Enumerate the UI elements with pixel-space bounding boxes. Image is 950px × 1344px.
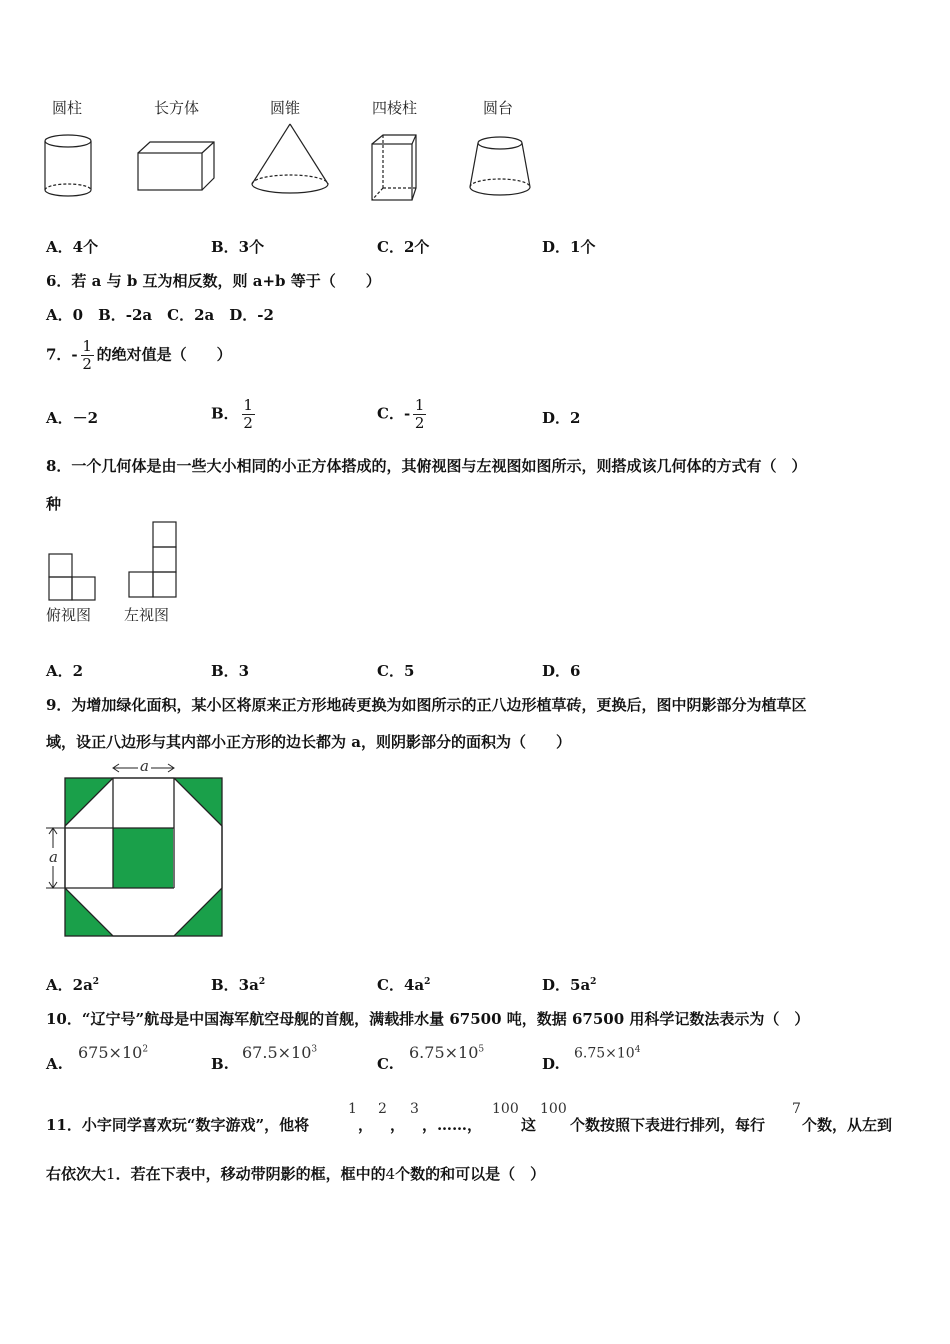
q10-option-a-value: $675\times 10^2$ bbox=[78, 1043, 149, 1062]
q5-option-a: A．4个 bbox=[46, 238, 99, 256]
q5-option-b: B．3个 bbox=[211, 238, 265, 256]
shape-label-cone: 圆锥 bbox=[270, 99, 301, 117]
q6-options: A．0 B．-2a C．2a D．-2 bbox=[46, 306, 274, 324]
q9-option-b: B．$3a^2$ bbox=[211, 976, 266, 994]
q11-sep-1: ， bbox=[358, 1116, 374, 1134]
q6-stem: 6．若 a 与 b 互为相反数，则 a+b 等于（ ） bbox=[46, 272, 381, 290]
q8-option-b: B．3 bbox=[211, 662, 250, 680]
q11-num-2: 2 bbox=[378, 1101, 387, 1117]
q8-top-view-label: 俯视图 bbox=[46, 606, 92, 624]
q8-option-c: C．5 bbox=[377, 662, 415, 680]
q10-option-a-label: A. bbox=[46, 1055, 63, 1073]
q5-option-c: C．2个 bbox=[377, 238, 430, 256]
q7-option-d: D．2 bbox=[542, 409, 581, 427]
q10-option-c-label: C. bbox=[377, 1055, 394, 1073]
q7-option-b-fraction: $\frac{1}{2}$ bbox=[243, 396, 253, 432]
q9-option-c: C．$4a^2$ bbox=[377, 976, 431, 994]
q8-stem-line2: 种 bbox=[46, 495, 62, 513]
q11-text-3: 个数按照下表进行排列，每行 bbox=[570, 1116, 766, 1134]
q5-option-d: D．1个 bbox=[542, 238, 596, 256]
q11-num-100b: 100 bbox=[540, 1101, 567, 1117]
shape-label-frustum: 圆台 bbox=[483, 99, 514, 117]
shape-label-cylinder: 圆柱 bbox=[52, 99, 83, 117]
center-square bbox=[113, 828, 173, 888]
q11-text-1: 11．小宇同学喜欢玩“数字游戏”，他将 bbox=[46, 1116, 310, 1134]
q11-text-2: 这 bbox=[521, 1116, 537, 1134]
q11-sep-3: ，……， bbox=[422, 1116, 483, 1134]
q8-option-a: A．2 bbox=[46, 662, 84, 680]
q11-sep-2: ， bbox=[390, 1116, 406, 1134]
q10-option-d-label: D. bbox=[542, 1055, 560, 1073]
q9-stem-line2: 域，设正八边形与其内部小正方形的边长都为 a，则阴影部分的面积为（ ） bbox=[46, 733, 571, 751]
q11-num-1: 1 bbox=[348, 1101, 357, 1117]
q7-option-b: B． $\frac{1}{2}$ bbox=[211, 396, 253, 432]
q8-stem-line1: 8．一个几何体是由一些大小相同的小正方体搭成的，其俯视图与左视图如图所示，则搭成该几何体的方式有（ ） bbox=[46, 457, 807, 475]
q10-option-d-value: $6.75\times 10^4$ bbox=[574, 1045, 641, 1062]
q10-option-c-value: $6.75\times 10^5$ bbox=[409, 1043, 485, 1062]
q11-line-2: 右依次大1．若在下表中，移动带阴影的框，框中的4个数的和可以是（ ） bbox=[46, 1165, 546, 1183]
q8-left-view-label: 左视图 bbox=[124, 606, 170, 624]
q7-option-c: C．- $\frac{1}{2}$ bbox=[377, 396, 425, 432]
shape-label-prism: 四棱柱 bbox=[372, 99, 418, 117]
q11-text-4: 个数，从左到 bbox=[802, 1116, 893, 1134]
q7-option-a: A．－2 bbox=[46, 409, 99, 427]
q7-option-c-fraction: $\frac{1}{2}$ bbox=[414, 396, 425, 432]
q10-option-b-value: $67.5\times 10^3$ bbox=[242, 1043, 318, 1062]
q10-stem: 10．“辽宁号”航母是中国海军航空母舰的首舰，满载排水量 67500 吨，数据 67500 用科学记数法表示为（ ） bbox=[46, 1010, 810, 1028]
q11-num-3: 3 bbox=[410, 1101, 419, 1117]
q9-option-d: D．$5a^2$ bbox=[542, 976, 597, 994]
q11-num-100: 100 bbox=[492, 1101, 519, 1117]
q9-option-a: A．$2a^2$ bbox=[46, 976, 100, 994]
q9-top-dim-label: a bbox=[140, 757, 149, 775]
q7-stem: 7．- $\frac{1}{2}$ 的绝对值是（ ） bbox=[46, 337, 232, 373]
q10-option-b-label: B. bbox=[211, 1055, 229, 1073]
q9-left-dim-label: a bbox=[49, 848, 58, 866]
shape-label-cuboid: 长方体 bbox=[154, 99, 200, 117]
q7-fraction: $\frac{1}{2}$ bbox=[82, 337, 92, 373]
q9-stem-line1: 9．为增加绿化面积，某小区将原来正方形地砖更换为如图所示的正八边形植草砖，更换后，图中阴影部分为植草区 bbox=[46, 696, 807, 714]
q11-num-7: 7 bbox=[792, 1101, 801, 1117]
q8-option-d: D．6 bbox=[542, 662, 581, 680]
